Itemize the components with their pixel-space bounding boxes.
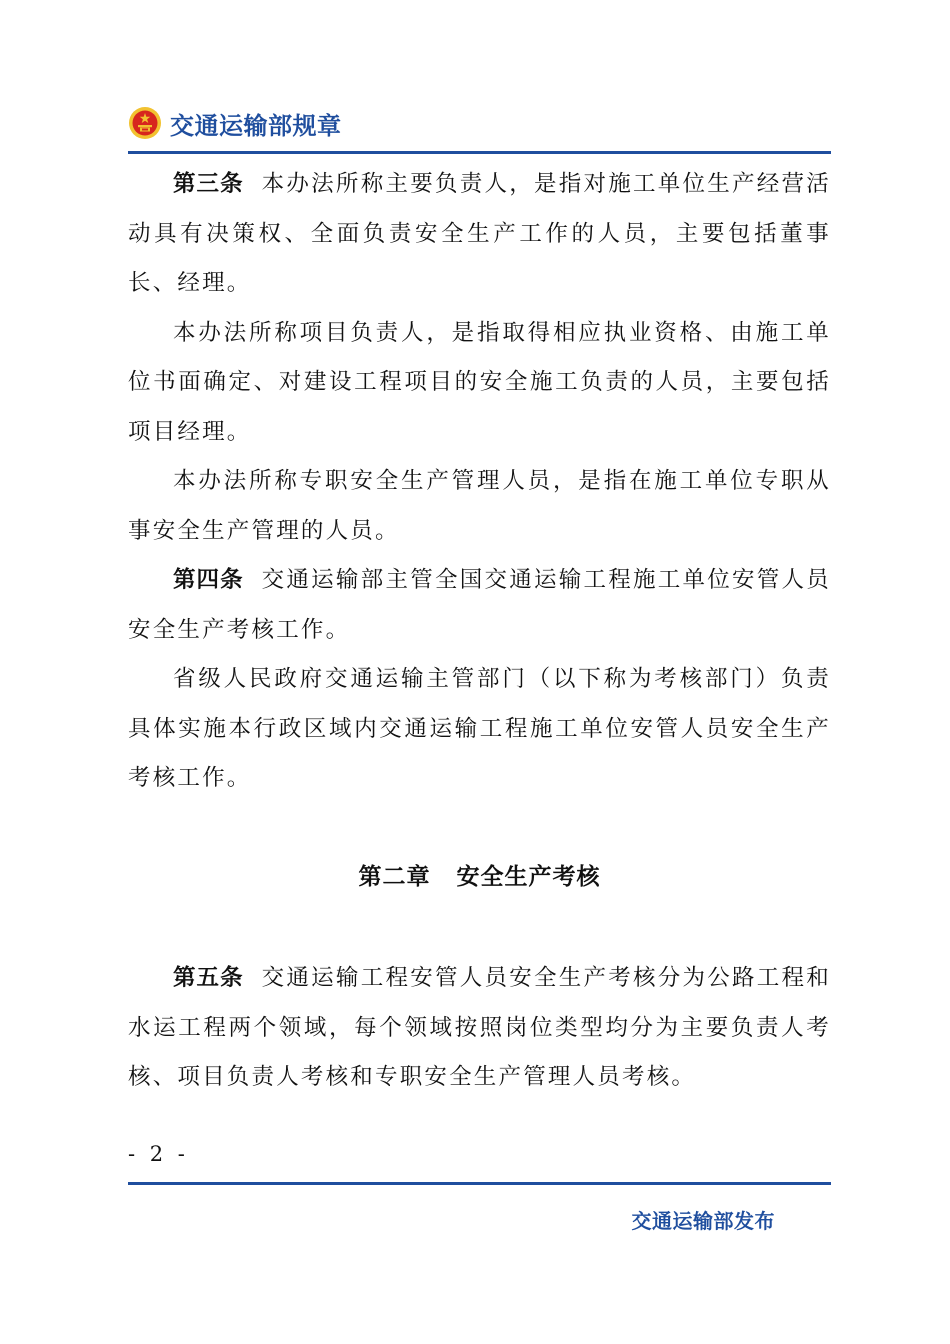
article-text: 本办法所称专职安全生产管理人员，是指在施工单位专职从事安全生产管理的人员。 (128, 468, 831, 544)
footer-publisher: 交通运输部发布 (631, 1209, 775, 1233)
chapter-number: 第二章 (358, 864, 431, 890)
paragraph (128, 457, 831, 556)
chapter-heading (128, 858, 831, 891)
article-text: 本办法所称项目负责人，是指取得相应执业资格、由施工单位书面确定、对建设工程项目的安全施工负责的人员，主要包括项目经理。 (128, 319, 831, 445)
paragraph (128, 160, 831, 309)
article-label: 第三条 (173, 171, 244, 197)
article-list-top (128, 160, 831, 804)
article-text: 交通运输部主管全国交通运输工程施工单位安管人员安全生产考核工作。 (128, 567, 831, 643)
page-number: - 2 - (128, 1142, 189, 1166)
article-list-bottom (128, 954, 831, 1103)
header-title: 交通运输部规章 (170, 111, 342, 140)
article-text: 本办法所称主要负责人，是指对施工单位生产经营活动具有决策权、全面负责安全生产工作的人员，主要包括董事长、经理。 (128, 171, 831, 296)
national-emblem-icon (128, 106, 162, 140)
paragraph (128, 954, 831, 1103)
paragraph (128, 556, 831, 655)
chapter-title: 安全生产考核 (456, 864, 601, 890)
article-text: 交通运输工程安管人员安全生产考核分为公路工程和水运工程两个领域，每个领域按照岗位类型均分为主要负责人考核、项目负责人考核和专职安全生产管理人员考核。 (128, 965, 831, 1090)
article-label: 第四条 (173, 567, 244, 593)
footer-divider (128, 1182, 831, 1185)
header-divider (128, 151, 831, 154)
article-text: 省级人民政府交通运输主管部门（以下称为考核部门）负责具体实施本行政区域内交通运输工程施工单位安管人员安全生产考核工作。 (128, 666, 831, 791)
article-label: 第五条 (173, 965, 244, 991)
page-header (128, 100, 342, 146)
paragraph (128, 655, 831, 804)
paragraph (128, 309, 831, 458)
